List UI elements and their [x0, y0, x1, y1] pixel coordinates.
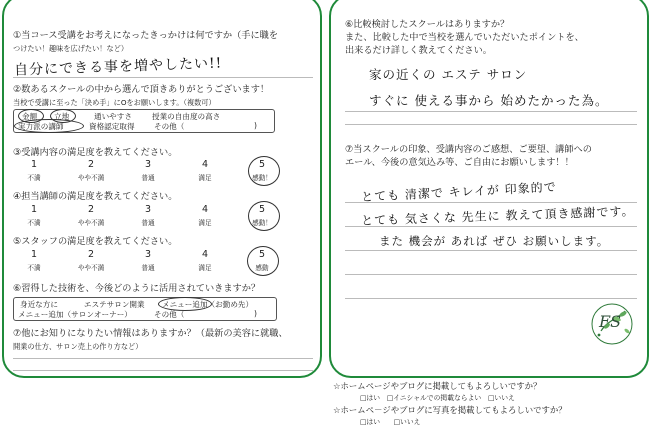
q3-label-2: やや不満 [77, 174, 105, 182]
r-q6-answer-line-1 [345, 111, 637, 112]
q6-other-close-paren: ) [254, 309, 257, 318]
right-survey-card [329, 0, 649, 378]
r-q6-text-line3: 出来るだけ詳しく教えてください。 [345, 45, 492, 56]
q2-option-price: 金額 [22, 112, 38, 121]
q6-option-people: 身近な方に [20, 300, 58, 309]
r-q7-handwritten-answer-2: とても 気さくな 先生に 教えて頂き感謝です。 [360, 204, 635, 228]
bottom-q1-options: □はい □イニシャルでの掲載ならよい □いいえ [360, 394, 515, 402]
q5-scale-3: 3 [144, 249, 152, 260]
q3-scale-4: 4 [201, 159, 209, 170]
q1-text-line2: つけたい！趣味を広げたい！など） [13, 44, 129, 53]
r-q7-answer-line-1 [345, 202, 637, 203]
q5-label-4: 満足 [198, 264, 212, 272]
q2-option-other: その他（ [154, 122, 185, 131]
q5-scale-2: 2 [87, 249, 95, 260]
q7-answer-line-2 [13, 370, 313, 371]
r-q7-text-line1: ⑦当スクールの印象、受講内容のご感想、ご要望、講師への [345, 144, 592, 155]
logo-initials: FS [599, 312, 622, 331]
r-q6-text-line1: ⑥比較検討したスクールはありますか？ [345, 19, 510, 30]
q6-option-menu-owner: メニュー追加（サロンオーナー） [18, 310, 132, 319]
q3-scale-2: 2 [87, 159, 95, 170]
r-q6-handwritten-answer-2: すぐに 使える事から 始めたかった為。 [369, 93, 609, 108]
q4-scale-4: 4 [201, 204, 209, 215]
r-q7-answer-line-4 [345, 274, 637, 275]
q4-scale-1: 1 [30, 204, 38, 215]
q4-scale-5: 5 [258, 204, 266, 215]
q5-scale-5: 5 [258, 249, 266, 260]
r-q7-answer-line-3 [345, 250, 637, 251]
q6-text: ⑥習得した技術を、今後どのように活用されていきますか？ [13, 283, 261, 294]
q4-label-5: 感動！ [252, 219, 272, 227]
q5-label-5: 感動 [255, 264, 269, 272]
q5-label-2: やや不満 [77, 264, 105, 272]
r-q7-handwritten-answer-1: とても 清潔で キレイが 印象的で [360, 179, 557, 205]
q3-label-4: 満足 [198, 174, 212, 182]
q1-text-line1: ①当コース受講をお考えになったきっかけは何ですか（手に職を [13, 30, 279, 41]
q7-text-line2: 開業の仕方、サロン売上の作り方など） [13, 342, 143, 351]
q2-text-line1: ②数あるスクールの中から選んで頂きありがとうございます！ [13, 84, 270, 95]
q3-label-5: 感動！ [252, 174, 272, 182]
q4-text: ④担当講師の満足度を教えてください。 [13, 191, 178, 202]
q6-option-menu-work: メニュー追加（お勤め先） [162, 300, 254, 309]
q6-option-other: その他（ [154, 310, 185, 319]
q2-option-freedom: 授業の自由度の高さ [152, 112, 221, 121]
q2-option-location: 立地 [54, 112, 70, 121]
q4-label-3: 普通 [141, 219, 155, 227]
bottom-q1-text: ☆ホームページやブログに掲載してもよろしいですか？ [333, 381, 542, 391]
q3-label-1: 不満 [27, 174, 41, 182]
q3-scale-3: 3 [144, 159, 152, 170]
bottom-q2-options: □はい □いいえ [360, 418, 421, 426]
q7-text-line1: ⑦他にお知りになりたい情報はありますか？（最新の美容に就職、 [13, 328, 288, 339]
q4-label-4: 満足 [198, 219, 212, 227]
r-q7-answer-line-2 [345, 226, 637, 227]
circle-mark-instructor [14, 119, 84, 133]
q4-scale-3: 3 [144, 204, 152, 215]
q5-circle-mark [247, 246, 279, 276]
r-q6-handwritten-answer-1: 家の近くの エステ サロン [369, 67, 528, 82]
q3-scale-5: 5 [258, 159, 266, 170]
r-q6-text-line2: また、比較した中で当校を選んでいただいたポイントを、 [345, 32, 584, 43]
q5-scale-4: 4 [201, 249, 209, 260]
q5-label-1: 不満 [27, 264, 41, 272]
q2-other-close-paren: ) [254, 121, 257, 130]
q4-scale-2: 2 [87, 204, 95, 215]
q6-option-salon-open: エステサロン開業 [84, 300, 145, 309]
q2-text-line2: 当校で受講に至った「決め手」にOをお願いします。（複数可） [13, 98, 216, 107]
r-q7-text-line2: エール、今後の意気込み等、ご自由にお願いします！！ [345, 157, 574, 168]
q5-text: ⑤スタッフの満足度を教えてください。 [13, 236, 178, 247]
q1-answer-line [13, 77, 313, 78]
q2-option-instructor: 実力派の講師 [18, 122, 64, 131]
q7-answer-line-1 [13, 358, 313, 359]
q6-circle-mark [158, 297, 212, 311]
q4-circle-mark [248, 201, 280, 231]
q3-scale-1: 1 [30, 159, 38, 170]
r-q7-handwritten-answer-3: また 機会が あれば ぜひ お願いします。 [379, 234, 610, 248]
q5-scale-1: 1 [30, 249, 38, 260]
q5-label-3: 普通 [141, 264, 155, 272]
q4-label-2: やや不満 [77, 219, 105, 227]
bottom-q2-text: ☆ホームペ－ジやブログに写真を掲載してもよろしいですか？ [333, 405, 567, 415]
q3-label-3: 普通 [141, 174, 155, 182]
q1-handwritten-answer: 自分にできる事を増やしたい!! [13, 55, 223, 79]
q2-option-access: 通いやすさ [94, 112, 132, 121]
q3-text: ③受講内容の満足度を教えてください。 [13, 147, 178, 158]
q2-option-certification: 資格認定取得 [89, 122, 135, 131]
r-q6-answer-line-2 [345, 124, 637, 125]
r-q7-answer-line-5 [345, 298, 637, 299]
q4-label-1: 不満 [27, 219, 41, 227]
q3-circle-mark [248, 156, 280, 186]
left-survey-card [2, 0, 322, 378]
